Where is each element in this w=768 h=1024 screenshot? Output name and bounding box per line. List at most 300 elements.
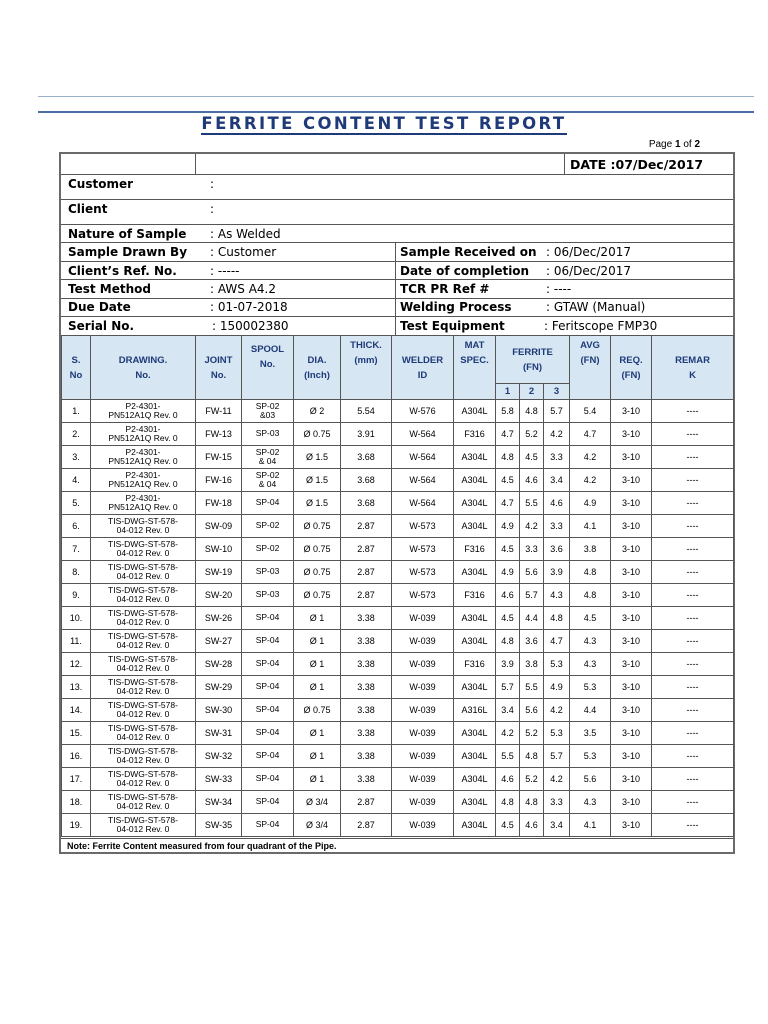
cell-drawing-line: P2-4301- [125, 469, 161, 480]
cell-drawing [91, 469, 196, 492]
ref-label: Client’s Ref. No. [68, 264, 177, 278]
table-row [62, 699, 734, 722]
cell-dia: Ø 1 [294, 745, 341, 768]
cell-spool-line: & 04 [258, 456, 277, 466]
cell-mat: A304L [454, 768, 496, 791]
table-row [62, 676, 734, 699]
col-header-welder: WELDER ID [392, 336, 454, 400]
cell-f3: 3.3 [544, 446, 570, 469]
cell-f3: 4.9 [544, 676, 570, 699]
cell-f2: 5.5 [520, 492, 544, 515]
cell-f1: 3.9 [496, 653, 520, 676]
cell-welder: W-573 [392, 515, 454, 538]
cell-f3: 5.7 [544, 745, 570, 768]
client-label: Client [68, 202, 108, 216]
cell-drawing-line: 04-012 Rev. 0 [116, 709, 170, 719]
cell-joint: FW-16 [196, 469, 242, 492]
cell-thick: 2.87 [341, 538, 392, 561]
cell-sno: 8. [62, 561, 91, 584]
cell-avg: 4.7 [570, 423, 611, 446]
customer-label: Customer [68, 177, 134, 191]
cell-remark: ---- [652, 492, 734, 515]
cell-drawing-line: TIS-DWG-ST-578- [108, 561, 178, 572]
cell-drawing-line: 04-012 Rev. 0 [116, 686, 170, 696]
cell-spool-line: SP-04 [255, 796, 280, 807]
table-row [62, 791, 734, 814]
cell-f2: 3.3 [520, 538, 544, 561]
cell-req: 3-10 [611, 584, 652, 607]
serial-label: Serial No. [68, 319, 135, 333]
cell-avg: 5.6 [570, 768, 611, 791]
cell-mat: A304L [454, 745, 496, 768]
cell-thick: 2.87 [341, 515, 392, 538]
col-header-spool: SPOOL No. [242, 336, 294, 400]
cell-thick: 3.68 [341, 492, 392, 515]
cell-f1: 4.6 [496, 768, 520, 791]
cell-f3: 3.3 [544, 515, 570, 538]
cell-f1: 4.8 [496, 446, 520, 469]
cell-drawing-line: TIS-DWG-ST-578- [108, 538, 178, 549]
cell-f1: 4.9 [496, 561, 520, 584]
cell-mat: A304L [454, 400, 496, 423]
cell-spool [242, 515, 294, 538]
cell-remark: ---- [652, 561, 734, 584]
date-row-divider-left [195, 154, 196, 174]
cell-mat: A304L [454, 630, 496, 653]
cell-remark: ---- [652, 423, 734, 446]
cell-f1: 4.5 [496, 538, 520, 561]
cell-drawing-line: P2-4301- [125, 492, 161, 503]
cell-req: 3-10 [611, 745, 652, 768]
cell-mat: F316 [454, 584, 496, 607]
cell-drawing [91, 630, 196, 653]
cell-f3: 4.2 [544, 699, 570, 722]
cell-spool [242, 814, 294, 837]
table-row [62, 584, 734, 607]
cell-drawing [91, 515, 196, 538]
cell-joint: SW-35 [196, 814, 242, 837]
cell-spool-line: SP-04 [255, 819, 280, 830]
cell-f1: 4.5 [496, 814, 520, 837]
table-row [62, 768, 734, 791]
completion-label: Date of completion [400, 264, 530, 278]
cell-drawing-line: PN512A1Q Rev. 0 [108, 433, 178, 443]
cell-mat: A316L [454, 699, 496, 722]
cell-drawing-line: 04-012 Rev. 0 [116, 525, 170, 535]
col-header-req: REQ. (FN) [611, 336, 652, 400]
cell-sno: 16. [62, 745, 91, 768]
cell-spool-line: SP-04 [255, 727, 280, 738]
cell-thick: 3.38 [341, 768, 392, 791]
cell-avg: 3.5 [570, 722, 611, 745]
cell-sno: 15. [62, 722, 91, 745]
cell-f2: 5.5 [520, 676, 544, 699]
cell-remark: ---- [652, 653, 734, 676]
cell-spool [242, 492, 294, 515]
cell-spool-line: SP-04 [255, 658, 280, 669]
cell-remark: ---- [652, 745, 734, 768]
cell-remark: ---- [652, 607, 734, 630]
cell-req: 3-10 [611, 653, 652, 676]
cell-joint: SW-09 [196, 515, 242, 538]
cell-f1: 4.8 [496, 791, 520, 814]
table-row [62, 630, 734, 653]
date-row-divider-right [564, 154, 565, 174]
cell-avg: 3.8 [570, 538, 611, 561]
cell-f2: 3.6 [520, 630, 544, 653]
page-number [600, 139, 700, 150]
cell-sno: 7. [62, 538, 91, 561]
ferrite-results-table [61, 335, 734, 837]
cell-f1: 3.4 [496, 699, 520, 722]
table-row [62, 653, 734, 676]
cell-f2: 3.8 [520, 653, 544, 676]
cell-welder: W-573 [392, 561, 454, 584]
process-label: Welding Process [400, 300, 512, 314]
cell-drawing-line: 04-012 Rev. 0 [116, 663, 170, 673]
cell-spool [242, 630, 294, 653]
cell-spool-line: SP-03 [255, 589, 280, 600]
col-header-ferrite-3: 3 [544, 384, 570, 400]
cell-drawing-line: TIS-DWG-ST-578- [108, 607, 178, 618]
cell-remark: ---- [652, 469, 734, 492]
cell-avg: 4.2 [570, 446, 611, 469]
cell-drawing-line: PN512A1Q Rev. 0 [108, 410, 178, 420]
cell-f1: 4.8 [496, 630, 520, 653]
cell-mat: A304L [454, 469, 496, 492]
cell-f2: 4.8 [520, 400, 544, 423]
cell-welder: W-039 [392, 699, 454, 722]
cell-spool-line: SP-04 [255, 497, 280, 508]
cell-drawing [91, 492, 196, 515]
cell-spool-line: SP-02 [255, 400, 280, 411]
serial-value: : 150002380 [212, 319, 289, 333]
cell-dia: Ø 1.5 [294, 492, 341, 515]
cell-drawing [91, 722, 196, 745]
cell-spool-line: SP-03 [255, 428, 280, 439]
cell-mat: A304L [454, 791, 496, 814]
equipment-label: Test Equipment [400, 319, 505, 333]
cell-sno: 10. [62, 607, 91, 630]
cell-thick: 3.38 [341, 653, 392, 676]
cell-drawing-line: TIS-DWG-ST-578- [108, 676, 178, 687]
cell-thick: 2.87 [341, 791, 392, 814]
cell-joint: FW-11 [196, 400, 242, 423]
cell-spool [242, 699, 294, 722]
nature-label: Nature of Sample [68, 227, 187, 241]
cell-welder: W-039 [392, 676, 454, 699]
cell-joint: SW-20 [196, 584, 242, 607]
cell-joint: SW-31 [196, 722, 242, 745]
cell-joint: FW-18 [196, 492, 242, 515]
completion-value: : 06/Dec/2017 [546, 264, 631, 278]
client-value: : [210, 202, 215, 216]
cell-spool [242, 423, 294, 446]
cell-thick: 3.38 [341, 630, 392, 653]
cell-f2: 4.6 [520, 469, 544, 492]
cell-dia: Ø 1.5 [294, 446, 341, 469]
cell-drawing-line: P2-4301- [125, 423, 161, 434]
col-header-remark: REMAR K [652, 336, 734, 400]
cell-drawing-line: TIS-DWG-ST-578- [108, 722, 178, 733]
cell-f3: 3.4 [544, 814, 570, 837]
received-label: Sample Received on [400, 245, 537, 259]
cell-drawing-line: TIS-DWG-ST-578- [108, 791, 178, 802]
cell-spool-line: SP-02 [255, 469, 280, 480]
cell-req: 3-10 [611, 469, 652, 492]
cell-mat: F316 [454, 423, 496, 446]
cell-welder: W-039 [392, 814, 454, 837]
cell-req: 3-10 [611, 676, 652, 699]
cell-avg: 4.1 [570, 515, 611, 538]
tcr-label: TCR PR Ref # [400, 282, 490, 296]
drawn-value: : Customer [210, 245, 277, 259]
cell-drawing-line: 04-012 Rev. 0 [116, 778, 170, 788]
cell-f2: 5.2 [520, 768, 544, 791]
report-title [0, 114, 768, 133]
cell-avg: 4.2 [570, 469, 611, 492]
cell-drawing-line: TIS-DWG-ST-578- [108, 768, 178, 779]
cell-dia: Ø 0.75 [294, 561, 341, 584]
table-row [62, 745, 734, 768]
nature-value: : As Welded [210, 227, 281, 241]
cell-avg: 4.5 [570, 607, 611, 630]
cell-welder: W-573 [392, 584, 454, 607]
due-value: : 01-07-2018 [210, 300, 288, 314]
cell-drawing-line: TIS-DWG-ST-578- [108, 515, 178, 526]
cell-spool-line: SP-04 [255, 750, 280, 761]
cell-thick: 3.91 [341, 423, 392, 446]
cell-drawing [91, 768, 196, 791]
cell-req: 3-10 [611, 538, 652, 561]
cell-f3: 3.4 [544, 469, 570, 492]
cell-drawing [91, 653, 196, 676]
cell-joint: SW-33 [196, 768, 242, 791]
customer-value: : [210, 177, 215, 191]
cell-f3: 4.3 [544, 584, 570, 607]
cell-remark: ---- [652, 814, 734, 837]
cell-sno: 14. [62, 699, 91, 722]
cell-spool [242, 722, 294, 745]
info-row-4 [61, 280, 733, 299]
footnote: Note: Ferrite Content measured from four quadrant of the Pipe. [61, 838, 733, 853]
cell-drawing [91, 699, 196, 722]
cell-drawing-line: 04-012 Rev. 0 [116, 732, 170, 742]
cell-welder: W-039 [392, 722, 454, 745]
cell-avg: 4.3 [570, 653, 611, 676]
cell-spool-line: SP-04 [255, 681, 280, 692]
cell-drawing-line: P2-4301- [125, 400, 161, 411]
cell-remark: ---- [652, 791, 734, 814]
cell-f1: 5.8 [496, 400, 520, 423]
cell-avg: 4.1 [570, 814, 611, 837]
cell-thick: 3.68 [341, 469, 392, 492]
cell-req: 3-10 [611, 791, 652, 814]
cell-spool [242, 561, 294, 584]
cell-spool [242, 584, 294, 607]
cell-welder: W-039 [392, 630, 454, 653]
cell-joint: SW-27 [196, 630, 242, 653]
cell-dia: Ø 0.75 [294, 423, 341, 446]
cell-dia: Ø 1 [294, 768, 341, 791]
cell-drawing-line: TIS-DWG-ST-578- [108, 584, 178, 595]
cell-spool-line: SP-02 [255, 520, 280, 531]
cell-thick: 3.38 [341, 745, 392, 768]
cell-drawing [91, 676, 196, 699]
col-header-mat: MAT SPEC. [454, 336, 496, 400]
cell-f3: 4.8 [544, 607, 570, 630]
cell-f1: 4.5 [496, 469, 520, 492]
cell-req: 3-10 [611, 492, 652, 515]
cell-mat: A304L [454, 722, 496, 745]
cell-joint: SW-28 [196, 653, 242, 676]
cell-sno: 9. [62, 584, 91, 607]
cell-spool-line: SP-04 [255, 635, 280, 646]
cell-welder: W-039 [392, 791, 454, 814]
cell-req: 3-10 [611, 607, 652, 630]
table-row [62, 492, 734, 515]
cell-drawing-line: PN512A1Q Rev. 0 [108, 479, 178, 489]
report-date: DATE :07/Dec/2017 [570, 157, 704, 172]
cell-dia: Ø 0.75 [294, 699, 341, 722]
col-header-thick: THICK. (mm) [341, 336, 392, 400]
cell-joint: FW-15 [196, 446, 242, 469]
table-row [62, 538, 734, 561]
cell-mat: A304L [454, 446, 496, 469]
cell-f1: 4.9 [496, 515, 520, 538]
cell-f1: 4.2 [496, 722, 520, 745]
cell-dia: Ø 0.75 [294, 538, 341, 561]
cell-avg: 4.4 [570, 699, 611, 722]
cell-drawing-line: 04-012 Rev. 0 [116, 640, 170, 650]
cell-dia: Ø 1 [294, 722, 341, 745]
cell-mat: A304L [454, 492, 496, 515]
cell-welder: W-573 [392, 538, 454, 561]
cell-req: 3-10 [611, 722, 652, 745]
cell-drawing-line: TIS-DWG-ST-578- [108, 630, 178, 641]
cell-f1: 5.7 [496, 676, 520, 699]
cell-thick: 2.87 [341, 561, 392, 584]
col-header-drawing: DRAWING. No. [91, 336, 196, 400]
cell-f2: 5.2 [520, 722, 544, 745]
cell-sno: 5. [62, 492, 91, 515]
cell-req: 3-10 [611, 630, 652, 653]
col-header-joint: JOINT No. [196, 336, 242, 400]
method-value: : AWS A4.2 [210, 282, 276, 296]
cell-drawing [91, 400, 196, 423]
cell-f3: 3.6 [544, 538, 570, 561]
cell-joint: SW-26 [196, 607, 242, 630]
cell-dia: Ø 0.75 [294, 584, 341, 607]
cell-thick: 3.38 [341, 676, 392, 699]
cell-drawing-line: P2-4301- [125, 446, 161, 457]
cell-welder: W-564 [392, 423, 454, 446]
cell-sno: 13. [62, 676, 91, 699]
table-row [62, 469, 734, 492]
cell-dia: Ø 2 [294, 400, 341, 423]
cell-sno: 2. [62, 423, 91, 446]
table-row [62, 400, 734, 423]
cell-drawing-line: 04-012 Rev. 0 [116, 594, 170, 604]
page-total: 2 [694, 139, 700, 150]
cell-remark: ---- [652, 584, 734, 607]
cell-sno: 19. [62, 814, 91, 837]
cell-f3: 4.2 [544, 423, 570, 446]
cell-dia: Ø 1 [294, 653, 341, 676]
cell-drawing-line: 04-012 Rev. 0 [116, 617, 170, 627]
cell-drawing-line: 04-012 Rev. 0 [116, 824, 170, 834]
cell-mat: A304L [454, 676, 496, 699]
cell-mat: A304L [454, 607, 496, 630]
cell-avg: 4.9 [570, 492, 611, 515]
cell-dia: Ø 3/4 [294, 814, 341, 837]
cell-drawing [91, 607, 196, 630]
cell-avg: 5.4 [570, 400, 611, 423]
table-row [62, 446, 734, 469]
cell-f3: 5.3 [544, 653, 570, 676]
cell-remark: ---- [652, 515, 734, 538]
cell-thick: 3.68 [341, 446, 392, 469]
header-rule-thick [38, 111, 754, 113]
cell-avg: 4.8 [570, 561, 611, 584]
cell-drawing-line: TIS-DWG-ST-578- [108, 653, 178, 664]
col-header-ferrite-2: 2 [520, 384, 544, 400]
cell-spool-line: SP-02 [255, 543, 280, 554]
cell-drawing [91, 814, 196, 837]
cell-req: 3-10 [611, 423, 652, 446]
cell-drawing-line: TIS-DWG-ST-578- [108, 699, 178, 710]
cell-req: 3-10 [611, 699, 652, 722]
cell-dia: Ø 1 [294, 676, 341, 699]
cell-f3: 4.7 [544, 630, 570, 653]
cell-joint: SW-10 [196, 538, 242, 561]
cell-welder: W-564 [392, 492, 454, 515]
cell-f2: 5.2 [520, 423, 544, 446]
cell-drawing-line: 04-012 Rev. 0 [116, 548, 170, 558]
cell-drawing [91, 791, 196, 814]
cell-welder: W-564 [392, 469, 454, 492]
cell-joint: SW-19 [196, 561, 242, 584]
cell-drawing [91, 446, 196, 469]
table-row [62, 814, 734, 837]
cell-req: 3-10 [611, 515, 652, 538]
cell-f1: 5.5 [496, 745, 520, 768]
table-row [62, 722, 734, 745]
cell-spool [242, 768, 294, 791]
cell-spool-line: SP-02 [255, 446, 280, 457]
client-row [61, 200, 733, 225]
cell-f3: 3.9 [544, 561, 570, 584]
page-prefix: Page [648, 139, 673, 150]
cell-joint: SW-30 [196, 699, 242, 722]
cell-joint: SW-34 [196, 791, 242, 814]
page-of: of [683, 139, 692, 150]
cell-thick: 2.87 [341, 814, 392, 837]
cell-remark: ---- [652, 768, 734, 791]
cell-drawing [91, 584, 196, 607]
cell-avg: 4.3 [570, 630, 611, 653]
cell-sno: 18. [62, 791, 91, 814]
cell-mat: F316 [454, 538, 496, 561]
cell-drawing [91, 745, 196, 768]
col-header-avg: AVG (FN) [570, 336, 611, 400]
cell-welder: W-039 [392, 607, 454, 630]
cell-remark: ---- [652, 630, 734, 653]
ref-value: : ----- [210, 264, 240, 278]
cell-spool-line: SP-04 [255, 704, 280, 715]
page-current: 1 [674, 139, 681, 150]
cell-spool [242, 446, 294, 469]
